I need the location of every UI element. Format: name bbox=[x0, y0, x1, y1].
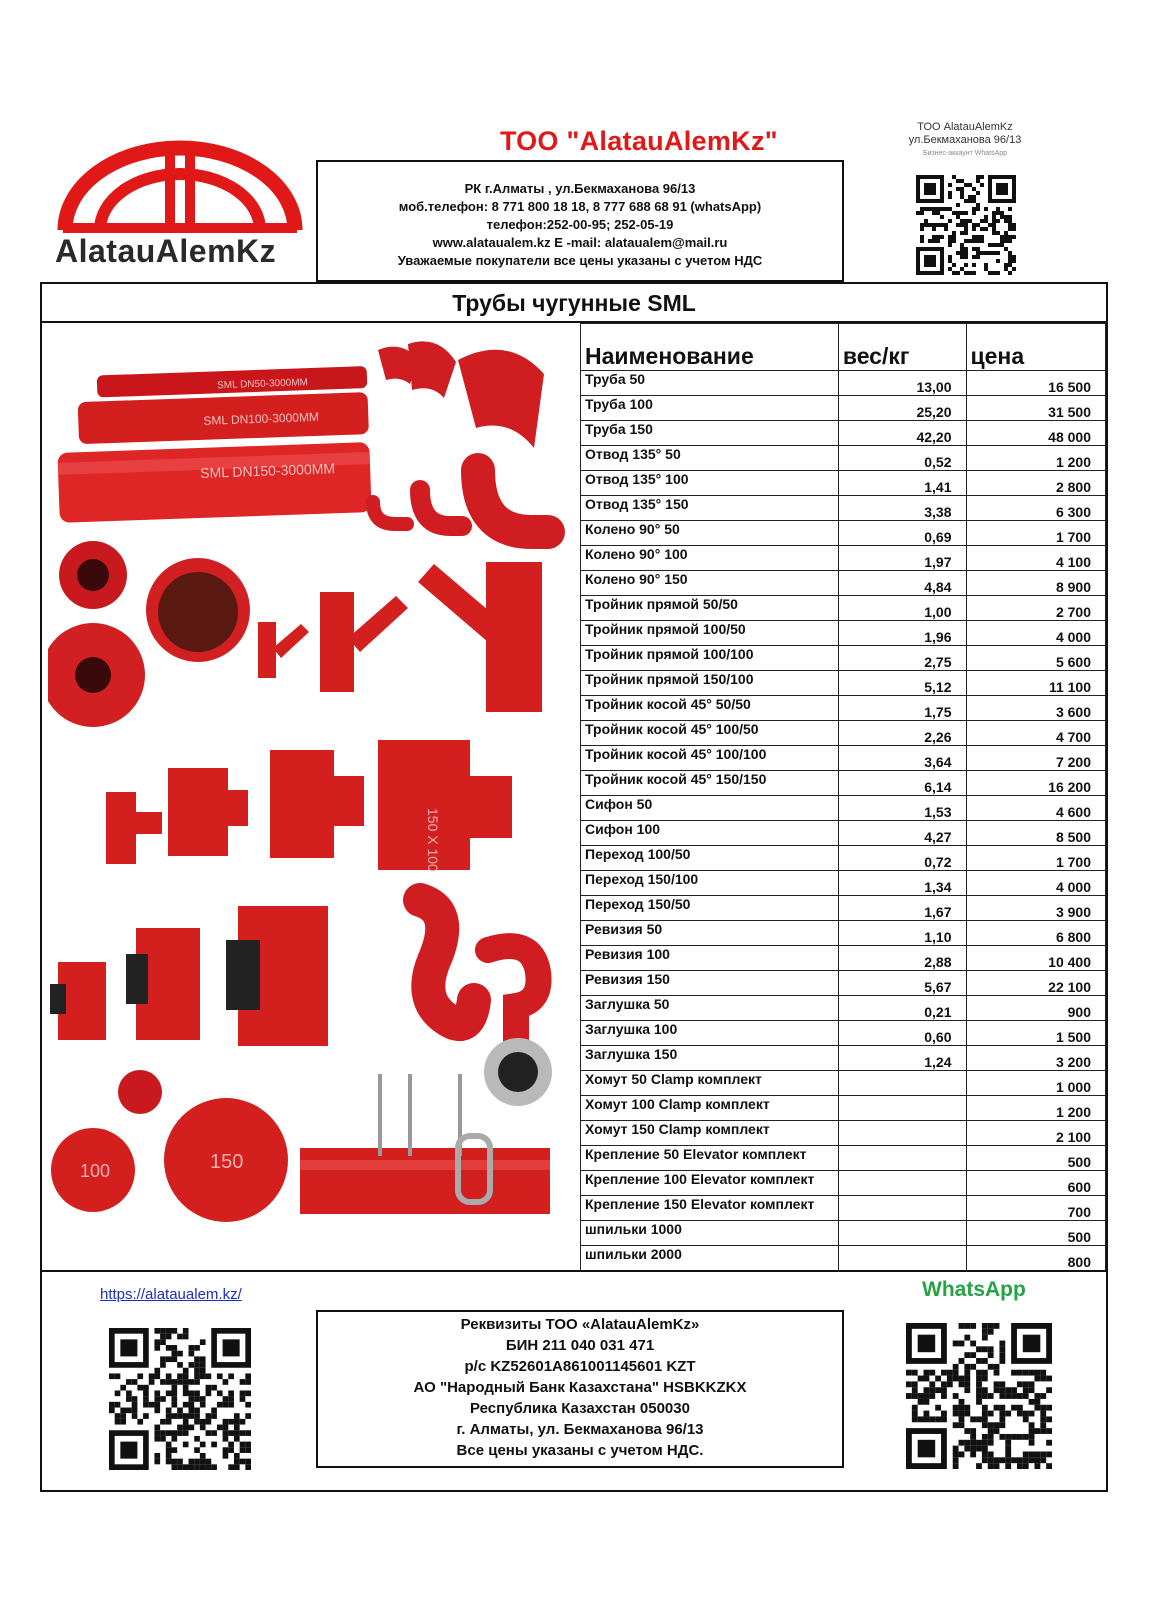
item-weight bbox=[838, 1096, 966, 1121]
item-name: Колено 90° 50 bbox=[581, 521, 839, 546]
pipe-50-label: SML DN50-3000MM bbox=[216, 377, 309, 392]
table-row bbox=[581, 471, 1106, 496]
item-price: 1 000 bbox=[966, 1071, 1106, 1096]
item-weight bbox=[838, 1071, 966, 1096]
item-name: Ревизия 150 bbox=[581, 971, 839, 996]
item-weight: 0,72 bbox=[838, 846, 966, 871]
item-price: 6 800 bbox=[966, 921, 1106, 946]
item-weight: 1,41 bbox=[838, 471, 966, 496]
contact-box bbox=[316, 160, 844, 282]
table-row bbox=[581, 996, 1106, 1021]
item-price: 16 500 bbox=[966, 371, 1106, 396]
cap-100-label: 100 bbox=[80, 1161, 111, 1181]
item-price: 4 000 bbox=[966, 621, 1106, 646]
table-row bbox=[581, 396, 1106, 421]
table-row bbox=[581, 846, 1106, 871]
item-price: 8 500 bbox=[966, 821, 1106, 846]
pipe-100-label: SML DN100-3000MM bbox=[203, 409, 320, 428]
company-title: ТОО "AlatauAlemKz" bbox=[500, 126, 778, 156]
table-row bbox=[581, 921, 1106, 946]
revisions-image bbox=[50, 906, 328, 1046]
item-name: Тройник косой 45° 100/100 bbox=[581, 746, 839, 771]
table-row bbox=[581, 871, 1106, 896]
price-table-body bbox=[581, 371, 1106, 1271]
item-price: 3 900 bbox=[966, 896, 1106, 921]
item-weight bbox=[838, 1196, 966, 1221]
product-photos bbox=[48, 330, 578, 1263]
siphons-image bbox=[420, 900, 539, 1042]
item-name: Тройник прямой 50/50 bbox=[581, 596, 839, 621]
item-weight: 1,34 bbox=[838, 871, 966, 896]
item-price: 1 700 bbox=[966, 521, 1106, 546]
item-price: 4 600 bbox=[966, 796, 1106, 821]
footer-divider bbox=[40, 1270, 1108, 1272]
caps-image bbox=[51, 1070, 288, 1222]
elbows-90-image bbox=[373, 470, 548, 532]
item-name: Крепление 150 Elevator комплект bbox=[581, 1196, 839, 1221]
table-row bbox=[581, 1096, 1106, 1121]
item-name: Колено 90° 100 bbox=[581, 546, 839, 571]
item-price: 8 900 bbox=[966, 571, 1106, 596]
item-weight: 1,24 bbox=[838, 1046, 966, 1071]
table-row bbox=[581, 1121, 1106, 1146]
requisites-account: р/с KZ52601A861001145601 KZT bbox=[464, 1358, 696, 1375]
item-name: Тройник косой 45° 50/50 bbox=[581, 696, 839, 721]
table-row bbox=[581, 421, 1106, 446]
table-row bbox=[581, 971, 1106, 996]
requisites-title: Реквизиты ТОО «AlatauAlemKz» bbox=[460, 1316, 700, 1333]
item-price: 31 500 bbox=[966, 396, 1106, 421]
requisites-vat-note: Все цены указаны с учетом НДС. bbox=[456, 1442, 704, 1459]
item-price: 500 bbox=[966, 1146, 1106, 1171]
item-weight: 3,38 bbox=[838, 496, 966, 521]
item-name: Хомут 100 Clamp комплект bbox=[581, 1096, 839, 1121]
requisites-country: Республика Казахстан 050030 bbox=[470, 1400, 690, 1417]
item-name: Труба 100 bbox=[581, 396, 839, 421]
table-row bbox=[581, 1146, 1106, 1171]
bends-135-image bbox=[378, 341, 544, 448]
item-name: Тройник косой 45° 100/50 bbox=[581, 721, 839, 746]
item-price: 3 200 bbox=[966, 1046, 1106, 1071]
item-weight: 4,84 bbox=[838, 571, 966, 596]
table-row bbox=[581, 796, 1106, 821]
header-price: цена bbox=[966, 324, 1106, 371]
header-name: Наименование bbox=[581, 324, 839, 371]
item-name: Труба 150 bbox=[581, 421, 839, 446]
item-weight: 1,67 bbox=[838, 896, 966, 921]
item-name: Заглушка 150 bbox=[581, 1046, 839, 1071]
item-price: 3 600 bbox=[966, 696, 1106, 721]
item-name: Отвод 135° 150 bbox=[581, 496, 839, 521]
table-row bbox=[581, 1171, 1106, 1196]
item-weight bbox=[838, 1246, 966, 1271]
item-price: 900 bbox=[966, 996, 1106, 1021]
requisites-address: г. Алматы, ул. Бекмаханова 96/13 bbox=[456, 1421, 704, 1438]
item-weight: 4,27 bbox=[838, 821, 966, 846]
item-name: Хомут 50 Clamp комплект bbox=[581, 1071, 839, 1096]
item-name: Заглушка 100 bbox=[581, 1021, 839, 1046]
item-weight: 1,96 bbox=[838, 621, 966, 646]
table-row bbox=[581, 621, 1106, 646]
pipe-150-label: SML DN150-3000MM bbox=[199, 460, 336, 481]
item-price: 22 100 bbox=[966, 971, 1106, 996]
item-name: Колено 90° 150 bbox=[581, 571, 839, 596]
item-price: 5 600 bbox=[966, 646, 1106, 671]
reducers-image bbox=[48, 541, 250, 727]
item-weight: 1,00 bbox=[838, 596, 966, 621]
item-weight: 2,75 bbox=[838, 646, 966, 671]
tee-150-label: 150 X 100 bbox=[425, 808, 441, 872]
item-weight: 0,69 bbox=[838, 521, 966, 546]
item-name: Сифон 100 bbox=[581, 821, 839, 846]
table-row bbox=[581, 696, 1106, 721]
straight-tees-image bbox=[106, 740, 512, 872]
item-weight: 2,88 bbox=[838, 946, 966, 971]
contact-mobile: моб.телефон: 8 771 800 18 18, 8 777 688 68 91 (whatsApp) bbox=[398, 199, 762, 214]
table-row bbox=[581, 896, 1106, 921]
item-weight bbox=[838, 1146, 966, 1171]
table-row bbox=[581, 1246, 1106, 1271]
table-row bbox=[581, 371, 1106, 396]
table-row bbox=[581, 596, 1106, 621]
item-price: 6 300 bbox=[966, 496, 1106, 521]
table-row bbox=[581, 771, 1106, 796]
item-weight: 1,10 bbox=[838, 921, 966, 946]
item-name: Сифон 50 bbox=[581, 796, 839, 821]
contact-phone: телефон:252-00-95; 252-05-19 bbox=[486, 217, 674, 232]
item-weight bbox=[838, 1171, 966, 1196]
item-name: Крепление 50 Elevator комплект bbox=[581, 1146, 839, 1171]
table-row bbox=[581, 746, 1106, 771]
website-link[interactable]: https://alataualem.kz/ bbox=[100, 1286, 242, 1303]
clamp-image bbox=[484, 1038, 552, 1106]
item-name: Крепление 100 Elevator комплект bbox=[581, 1171, 839, 1196]
item-price: 48 000 bbox=[966, 421, 1106, 446]
item-weight: 1,53 bbox=[838, 796, 966, 821]
table-row bbox=[581, 1046, 1106, 1071]
contact-address: РК г.Алматы , ул.Бекмаханова 96/13 bbox=[464, 181, 696, 196]
item-price: 7 200 bbox=[966, 746, 1106, 771]
whatsapp-label: WhatsApp bbox=[922, 1278, 1026, 1301]
whatsapp-qr-code-bottom[interactable] bbox=[900, 1323, 1058, 1469]
item-weight bbox=[838, 1221, 966, 1246]
table-row bbox=[581, 496, 1106, 521]
item-price: 600 bbox=[966, 1171, 1106, 1196]
table-row bbox=[581, 721, 1106, 746]
item-weight: 13,00 bbox=[838, 371, 966, 396]
item-name: Ревизия 50 bbox=[581, 921, 839, 946]
item-price: 500 bbox=[966, 1221, 1106, 1246]
item-price: 800 bbox=[966, 1246, 1106, 1271]
y-tees-image bbox=[258, 562, 542, 712]
item-name: Тройник косой 45° 150/150 bbox=[581, 771, 839, 796]
table-row bbox=[581, 1021, 1106, 1046]
item-price: 1 200 bbox=[966, 446, 1106, 471]
item-price: 16 200 bbox=[966, 771, 1106, 796]
item-price: 4 000 bbox=[966, 871, 1106, 896]
item-name: Отвод 135° 50 bbox=[581, 446, 839, 471]
website-qr-code[interactable] bbox=[106, 1328, 254, 1470]
item-weight: 0,52 bbox=[838, 446, 966, 471]
item-weight: 0,60 bbox=[838, 1021, 966, 1046]
item-weight: 1,97 bbox=[838, 546, 966, 571]
item-price: 1 200 bbox=[966, 1096, 1106, 1121]
requisites-bin: БИН 211 040 031 471 bbox=[505, 1337, 655, 1354]
qr-top-caption bbox=[890, 121, 1040, 160]
contact-web-email: www.alataualem.kz E -mail: alataualem@mail.ru bbox=[432, 235, 728, 250]
item-name: Переход 150/50 bbox=[581, 896, 839, 921]
table-row bbox=[581, 1071, 1106, 1096]
item-name: Тройник прямой 100/100 bbox=[581, 646, 839, 671]
whatsapp-qr-code-top[interactable] bbox=[914, 175, 1018, 275]
cap-150-label: 150 bbox=[210, 1151, 244, 1173]
price-table-header bbox=[581, 324, 1106, 371]
item-price: 1 500 bbox=[966, 1021, 1106, 1046]
item-weight: 2,26 bbox=[838, 721, 966, 746]
table-row bbox=[581, 646, 1106, 671]
header-weight: вес/кг bbox=[838, 324, 966, 371]
item-name: Тройник прямой 150/100 bbox=[581, 671, 839, 696]
item-name: Труба 50 bbox=[581, 371, 839, 396]
item-weight: 5,67 bbox=[838, 971, 966, 996]
item-name: шпильки 2000 bbox=[581, 1246, 839, 1271]
table-row bbox=[581, 946, 1106, 971]
pipes-image bbox=[55, 366, 372, 523]
item-price: 2 100 bbox=[966, 1121, 1106, 1146]
item-weight: 6,14 bbox=[838, 771, 966, 796]
qr-caption-company: ТОО AlatauAlemKz bbox=[917, 121, 1013, 133]
price-table bbox=[580, 323, 1106, 1271]
requisites-box bbox=[316, 1310, 844, 1468]
table-row bbox=[581, 1196, 1106, 1221]
item-price: 4 700 bbox=[966, 721, 1106, 746]
item-name: Тройник прямой 100/50 bbox=[581, 621, 839, 646]
item-name: Переход 100/50 bbox=[581, 846, 839, 871]
item-name: Ревизия 100 bbox=[581, 946, 839, 971]
item-weight: 42,20 bbox=[838, 421, 966, 446]
item-price: 2 700 bbox=[966, 596, 1106, 621]
item-name: шпильки 1000 bbox=[581, 1221, 839, 1246]
item-price: 700 bbox=[966, 1196, 1106, 1221]
item-weight: 5,12 bbox=[838, 671, 966, 696]
item-weight: 0,21 bbox=[838, 996, 966, 1021]
item-price: 10 400 bbox=[966, 946, 1106, 971]
table-row bbox=[581, 821, 1106, 846]
item-weight bbox=[838, 1121, 966, 1146]
table-row bbox=[581, 521, 1106, 546]
table-row bbox=[581, 446, 1106, 471]
requisites-bank: АО "Народный Банк Казахстана" HSBKKZKX bbox=[413, 1379, 747, 1396]
table-row bbox=[581, 671, 1106, 696]
item-name: Отвод 135° 100 bbox=[581, 471, 839, 496]
item-price: 1 700 bbox=[966, 846, 1106, 871]
item-price: 2 800 bbox=[966, 471, 1106, 496]
item-price: 4 100 bbox=[966, 546, 1106, 571]
logo-text: AlatauAlemKz bbox=[55, 233, 277, 269]
contact-vat-note: Уважаемые покупатели все цены указаны с учетом НДС bbox=[397, 253, 763, 268]
item-weight: 3,64 bbox=[838, 746, 966, 771]
item-name: Хомут 150 Clamp комплект bbox=[581, 1121, 839, 1146]
sheet-title: Трубы чугунные SML bbox=[40, 283, 1108, 323]
item-name: Переход 150/100 bbox=[581, 871, 839, 896]
table-row bbox=[581, 1221, 1106, 1246]
item-name: Заглушка 50 bbox=[581, 996, 839, 1021]
qr-caption-sub: Бизнес-аккаунт WhatsApp bbox=[922, 150, 1008, 157]
item-weight: 1,75 bbox=[838, 696, 966, 721]
item-weight: 25,20 bbox=[838, 396, 966, 421]
table-row bbox=[581, 571, 1106, 596]
qr-caption-address: ул.Бекмаханова 96/13 bbox=[908, 134, 1022, 146]
table-row bbox=[581, 546, 1106, 571]
item-price: 11 100 bbox=[966, 671, 1106, 696]
